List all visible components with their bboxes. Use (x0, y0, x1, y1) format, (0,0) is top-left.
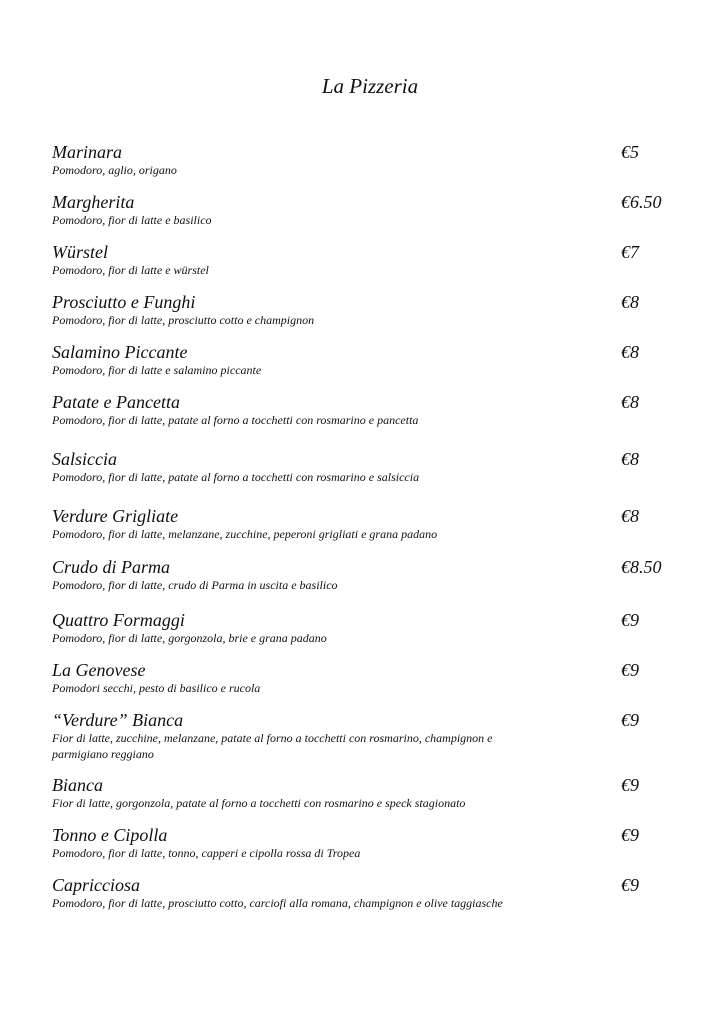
menu-item (52, 292, 672, 328)
menu-item (52, 342, 672, 378)
menu-item (52, 610, 672, 646)
item-name: Quattro Formaggi (52, 610, 185, 630)
item-name: La Genovese (52, 660, 146, 680)
item-name: Patate e Pancetta (52, 392, 180, 412)
item-price: €7 (621, 242, 639, 262)
item-price: €6.50 (621, 192, 662, 212)
item-price: €9 (621, 825, 639, 845)
item-description: Pomodoro, fior di latte, tonno, capperi e cipolla rossa di Tropea (52, 846, 361, 860)
item-description: Pomodoro, fior di latte, crudo di Parma in uscita e basilico (52, 578, 338, 592)
menu-item (52, 660, 672, 696)
item-price: €9 (621, 660, 639, 680)
item-description: Fior di latte, zucchine, melanzane, patate al forno a tocchetti con rosmarino, champignon e parmigiano reggiano (52, 731, 493, 761)
menu-item (52, 392, 672, 428)
item-description: Pomodoro, fior di latte e basilico (52, 213, 212, 227)
item-name: Tonno e Cipolla (52, 825, 168, 845)
menu-item (52, 557, 672, 593)
item-description: Pomodoro, fior di latte, prosciutto cotto e champignon (52, 313, 315, 327)
item-price: €9 (621, 875, 639, 895)
menu-item (52, 825, 672, 861)
item-name: Marinara (52, 142, 123, 162)
item-name: Salsiccia (52, 449, 117, 469)
item-name: Bianca (52, 775, 103, 795)
menu-item (52, 142, 672, 178)
item-price: €8 (621, 449, 639, 469)
item-price: €9 (621, 610, 639, 630)
item-name: Crudo di Parma (52, 557, 171, 577)
item-name: Verdure Grigliate (52, 506, 179, 526)
menu-item (52, 192, 672, 228)
menu-item (52, 710, 672, 762)
menu-item (52, 506, 672, 542)
menu-item (52, 775, 672, 811)
item-price: €9 (621, 710, 639, 730)
item-description: Pomodoro, fior di latte e würstel (52, 263, 209, 277)
item-price: €9 (621, 775, 639, 795)
item-price: €8 (621, 292, 639, 312)
menu-title: La Pizzeria (321, 74, 419, 98)
item-description: Fior di latte, gorgonzola, patate al forno a tocchetti con rosmarino e speck stagionato (52, 796, 466, 810)
item-name: Salamino Piccante (52, 342, 188, 362)
item-description: Pomodoro, fior di latte, patate al forno a tocchetti con rosmarino e salsiccia (52, 470, 420, 484)
item-name: Würstel (52, 242, 108, 262)
item-description: Pomodoro, fior di latte, prosciutto cotto, carciofi alla romana, champignon e olive taggiasche (52, 896, 503, 910)
item-description: Pomodoro, fior di latte, patate al forno a tocchetti con rosmarino e pancetta (52, 413, 419, 427)
item-name: Prosciutto e Funghi (52, 292, 196, 312)
item-price: €8 (621, 506, 639, 526)
item-name: Margherita (52, 192, 135, 212)
item-price: €8 (621, 342, 639, 362)
item-description: Pomodoro, fior di latte e salamino piccante (52, 363, 262, 377)
menu-item (52, 242, 672, 278)
item-description: Pomodoro, fior di latte, melanzane, zucchine, peperoni grigliati e grana padano (52, 527, 438, 541)
item-price: €8 (621, 392, 639, 412)
item-price: €8.50 (621, 557, 662, 577)
item-description: Pomodori secchi, pesto di basilico e rucola (52, 681, 261, 695)
item-description: Pomodoro, aglio, origano (52, 163, 177, 177)
menu-item (52, 875, 672, 911)
item-name: Capricciosa (52, 875, 140, 895)
item-name: “Verdure” Bianca (52, 710, 184, 730)
menu-item (52, 449, 672, 485)
item-description: Pomodoro, fior di latte, gorgonzola, brie e grana padano (52, 631, 327, 645)
item-price: €5 (621, 142, 639, 162)
